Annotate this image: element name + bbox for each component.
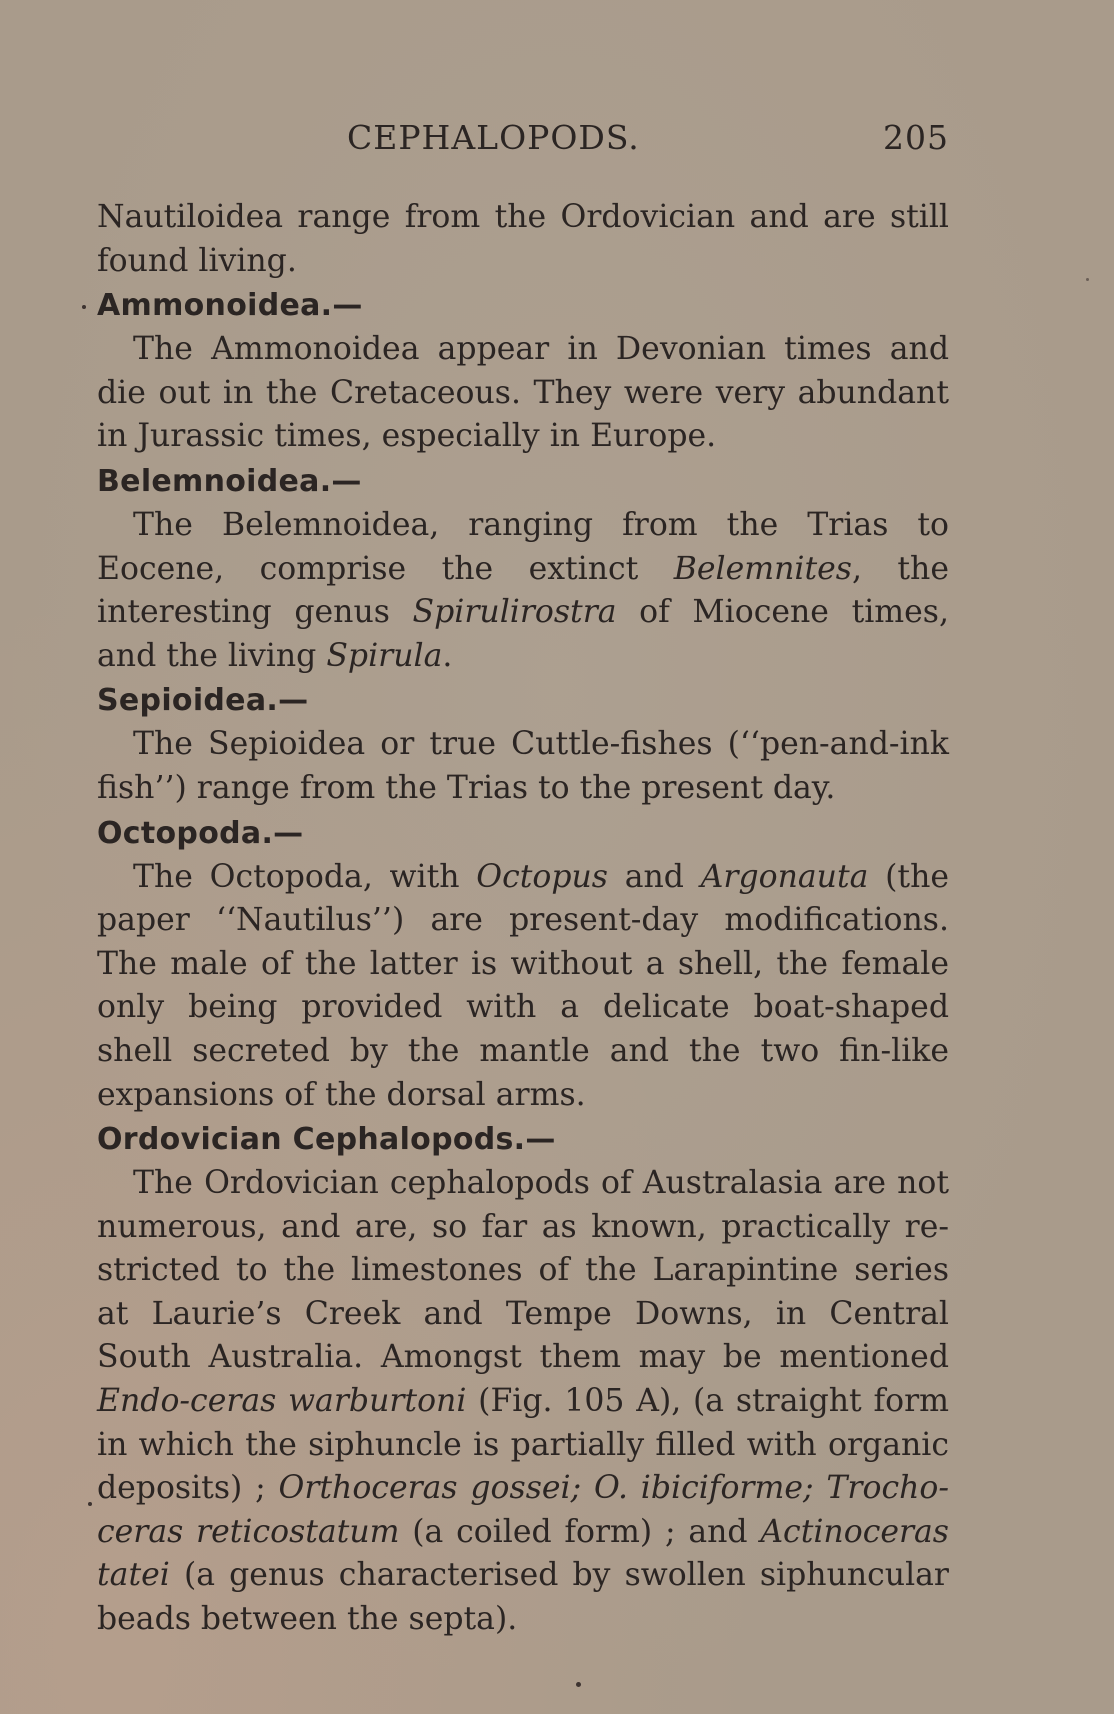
genus-name: Belemnites <box>673 550 852 587</box>
heading-belemnoidea: Belemnoidea.— <box>97 463 362 499</box>
text-run: The Octopoda, with <box>133 858 477 895</box>
heading-ammonoidea: Ammonoidea.— <box>97 288 363 324</box>
text-run: of Miocene times, and the living <box>97 594 949 674</box>
paragraph-nautiloidea: Nautiloidea range from the Ordovician and are still found living. <box>97 199 949 279</box>
heading-sepioidea: Sepioidea.— <box>97 683 309 719</box>
text-run: (the paper ‘‘Nautilus’’) are present-day modifications. The male of the latter is without a shell, the female only being provided with a delicate boat-shaped shell secreted by the mantle and the two fin-like expansions of the dorsal arms. <box>97 858 950 1113</box>
text-run: . <box>442 637 453 674</box>
paper-speck <box>576 1682 581 1687</box>
paragraph-ammonoidea: The Ammonoidea appear in Devonian times and die out in the Cretaceous. They were very abundant in Jurassic times, especially in Europe. <box>97 331 949 455</box>
book-page <box>97 0 949 1714</box>
text-run: , the interesting genus <box>97 550 949 631</box>
paper-speck <box>88 1502 92 1506</box>
paragraph-sepioidea: The Sepioidea or true Cuttle-fishes (‘‘pen-and-ink fish’’) range from the Trias to the present day. <box>97 726 949 806</box>
heading-ordovician-cephalopods: Ordovician Cephalopods.— <box>97 1122 556 1158</box>
text-run: (Fig. 105 A), (a straight form in which the siphuncle is partially filled with organic deposits) ; <box>97 1383 949 1507</box>
genus-name: Octopus <box>476 858 608 895</box>
species-name: Actinoceras tatei <box>97 1513 949 1594</box>
running-head <box>97 118 949 164</box>
species-name: Orthoceras gossei; O. ibiciforme; Trocho-ceras reticostatum <box>97 1470 949 1550</box>
paper-speck <box>82 305 86 309</box>
genus-name: Spirulirostra <box>412 594 617 631</box>
running-title: CEPHALOPODS. <box>347 118 640 157</box>
paper-speck <box>1086 278 1089 281</box>
paragraph-belemnoidea <box>97 504 949 678</box>
text-run: and <box>607 858 701 895</box>
heading-octopoda: Octopoda.— <box>97 815 304 851</box>
text-run: (a genus characterised by swollen siphuncular beads between the septa). <box>97 1557 949 1638</box>
genus-name: Spirula <box>326 637 443 674</box>
text-run: The Ordovician cephalopods of Australasia are not numerous, and are, so far as known, practically re-stricted to the limestones of the Larapintine series at Laurie’s Creek and Tempe Downs, in Central South Australia. Amongst them may be mentioned <box>97 1165 949 1376</box>
text-run: (a coiled form) ; and <box>399 1513 761 1550</box>
paragraph-octopoda <box>97 856 949 1118</box>
genus-name: Argonauta <box>700 858 869 895</box>
text-run: The Belemnoidea, ranging from the Trias to Eocene, comprise the extinct <box>97 506 949 587</box>
species-name: Endo-ceras warburtoni <box>97 1383 467 1420</box>
paragraph-ordovician <box>97 1162 949 1642</box>
body-text <box>97 196 949 1642</box>
page-number: 205 <box>883 118 949 157</box>
